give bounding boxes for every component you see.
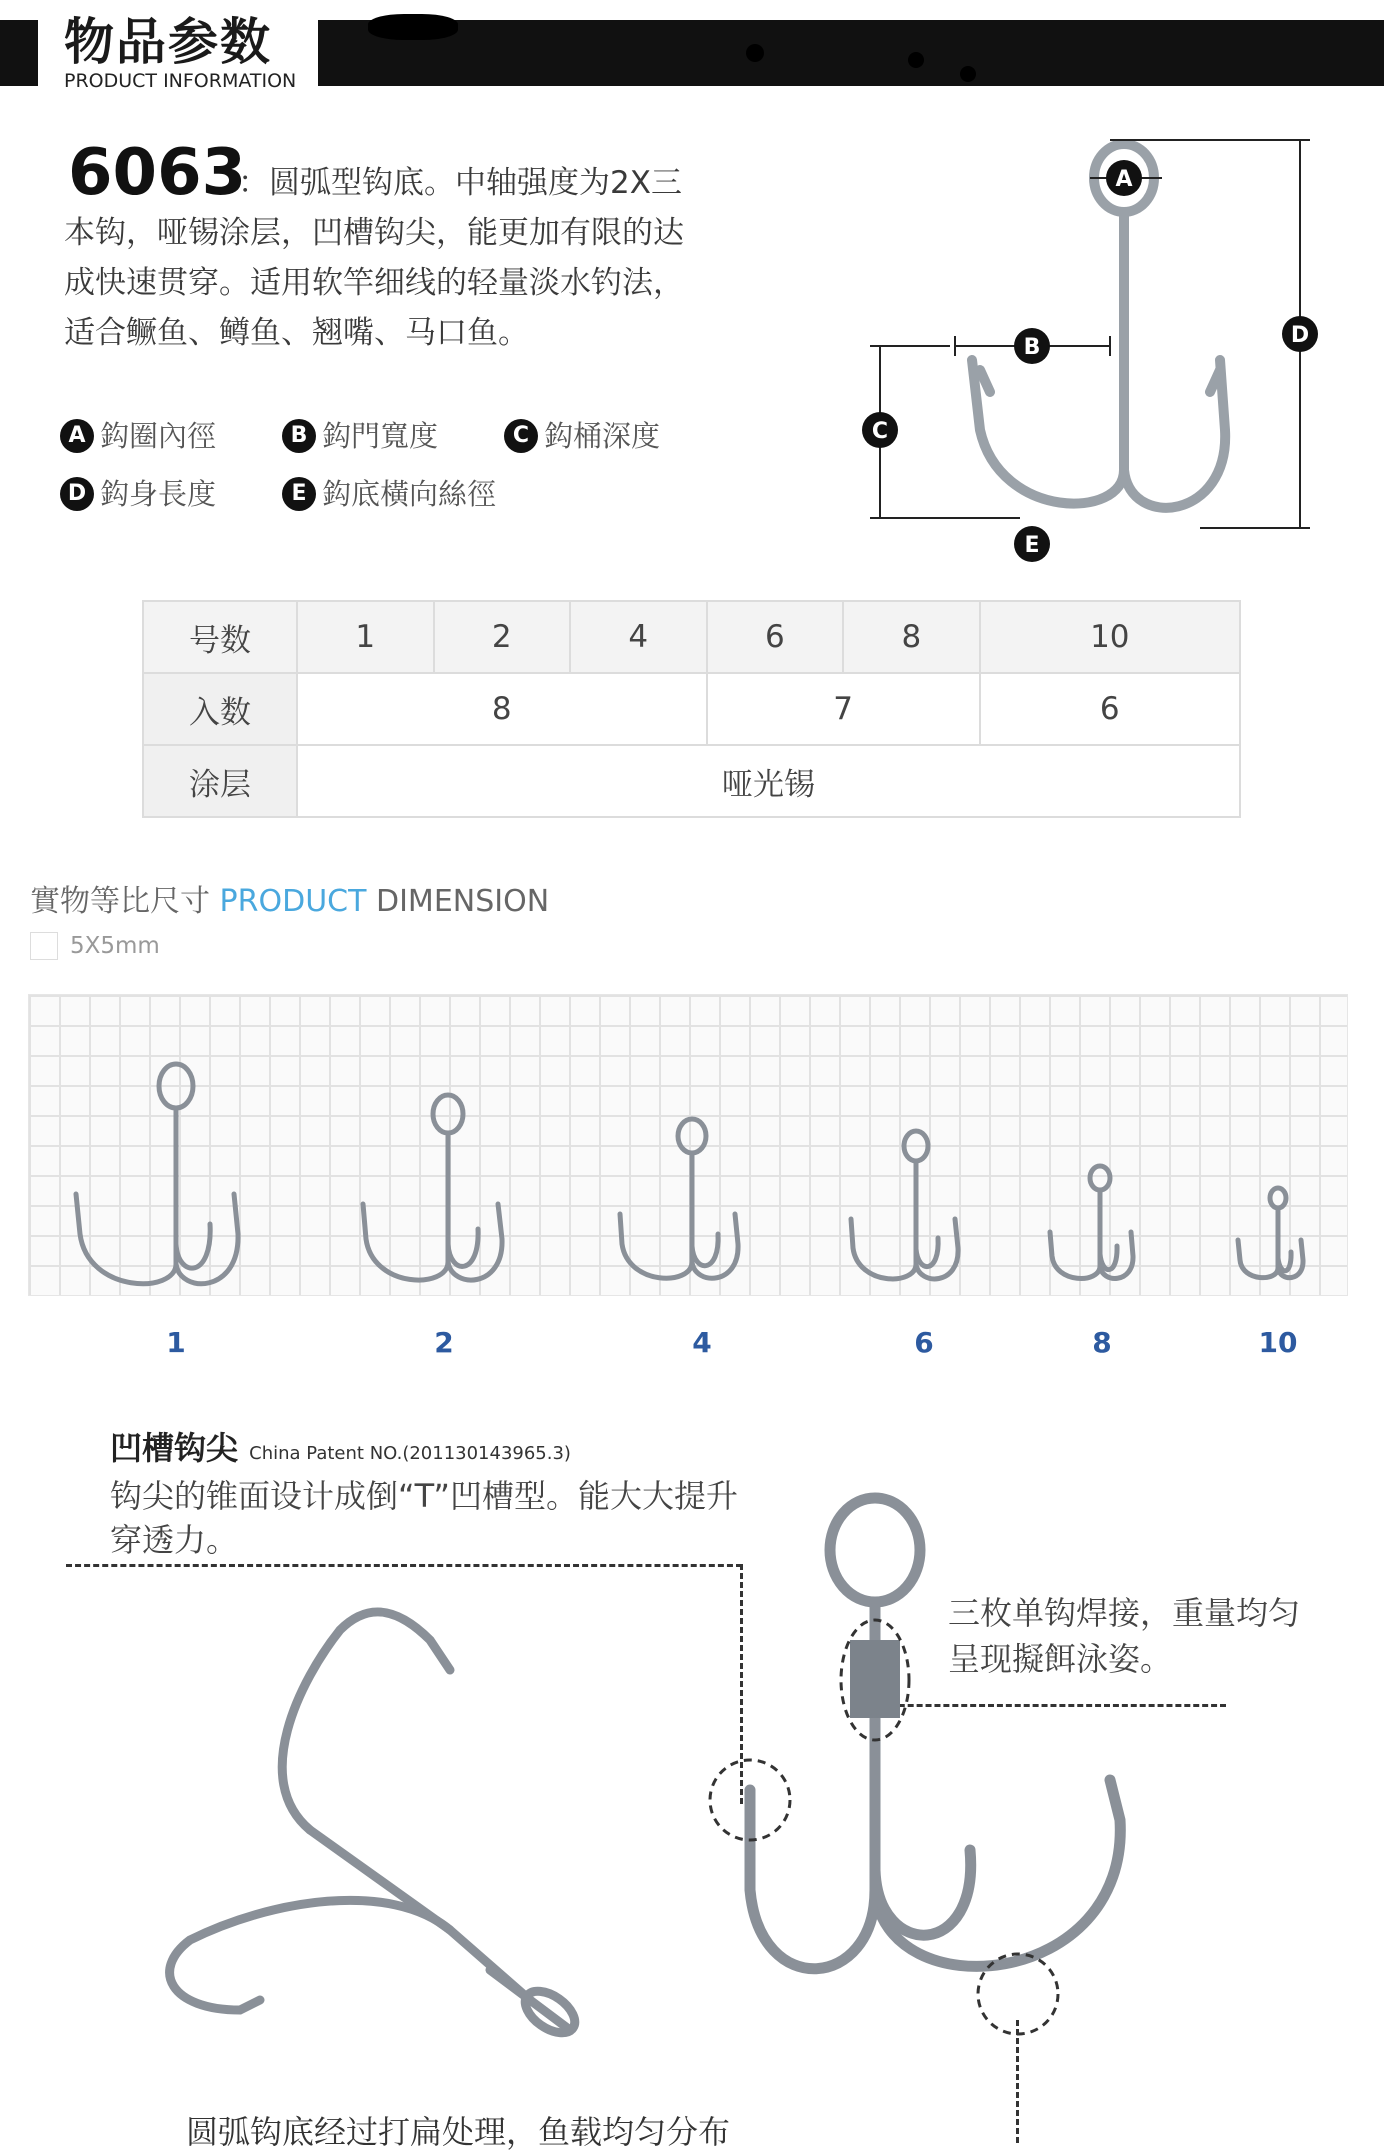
table-cell: 7 [707,673,980,745]
badge-a: A [60,419,94,453]
legend-item-d [60,474,216,514]
diagram-label-e: E [1024,533,1040,558]
spec-table [142,600,1241,818]
hook-size-6-icon [851,1131,958,1279]
model-number: 6063 [68,136,247,210]
table-cell: 6 [707,601,844,673]
diagram-label-d: D [1290,323,1310,348]
hook-size-4-icon [620,1119,738,1278]
patent-number: China Patent NO.(201130143965.3) [249,1443,571,1464]
front-hook-image [700,1490,1180,2050]
legend-label: 鈎身長度 [100,477,217,511]
dimension-title-en-blue: PRODUCT [219,884,367,919]
header-bar [318,20,1384,86]
size-label: 8 [1092,1326,1112,1359]
dashed-line [66,1564,742,1567]
legend-label: 鈎門寬度 [322,419,439,453]
page-title: 物品参数 [64,13,272,71]
table-row [143,601,1240,673]
diagram-label-b: B [1023,335,1041,360]
row-header: 入数 [143,673,297,745]
header-dot [368,14,458,40]
diagram-label-c: C [871,419,889,444]
grid-square-icon [30,932,58,960]
measure-lines [870,140,1310,528]
legend-item-a [60,416,216,456]
feature-description: 钩尖的锥面设计成倒“T”凹槽型。能大大提升穿透力。 [110,1477,739,1559]
product-description: ：圆弧型钩底。中轴强度为2X三本钩，哑锡涂层，凹槽钩尖，能更加有限的达成快速贯穿。适用软竿细线的轻量淡水钓法，适合鳜鱼、鳟鱼、翘嘴、马口鱼。 [64,165,684,351]
size-hooks [28,994,1346,1294]
scale-text: 5X5mm [70,933,160,959]
feature-title-text: 凹槽钩尖 [110,1429,239,1467]
table-cell: 8 [297,673,707,745]
bottom-caption: 圆弧钩底经过打扁处理，鱼载均匀分布 [186,2113,731,2151]
page-subtitle: PRODUCT INFORMATION [64,70,297,92]
size-label: 10 [1258,1326,1298,1359]
hook-dimension-diagram [840,130,1340,570]
diagram-label-a: A [1115,167,1133,192]
weld-callout: 三枚单钩焊接，重量均匀呈现擬餌泳姿。 [948,1594,1301,1678]
legend-label: 鈎底橫向絲徑 [322,477,497,511]
table-row [143,745,1240,817]
hook-size-8-icon [1050,1166,1133,1278]
size-label: 1 [166,1326,186,1359]
hook-size-1-icon [76,1064,238,1284]
legend-label: 鈎圈內徑 [100,419,217,453]
header-dot [960,66,976,82]
hook-size-10-icon [1238,1188,1303,1278]
header-dot [908,52,924,68]
legend-label: 鈎桶深度 [544,419,661,453]
size-label: 6 [914,1326,934,1359]
table-cell: 10 [980,601,1240,673]
size-label: 4 [692,1326,712,1359]
table-cell: 哑光锡 [297,745,1240,817]
table-cell: 8 [843,601,980,673]
table-cell: 1 [297,601,434,673]
angled-hook-image [130,1590,650,2040]
badge-b: B [282,419,316,453]
scale-note [30,932,160,960]
dimension-title-en-gray: DIMENSION [375,884,550,919]
badge-e: E [282,477,316,511]
table-cell: 6 [980,673,1240,745]
legend-item-c [504,416,660,456]
table-cell: 4 [570,601,707,673]
feature-title [110,1428,571,1474]
dimension-title [30,882,549,922]
header-dot [746,44,764,62]
hook-illustration [972,144,1225,508]
dimension-title-cn: 實物等比尺寸 [30,884,210,919]
badge-c: C [504,419,538,453]
hook-size-2-icon [363,1095,502,1280]
table-row [143,673,1240,745]
size-label: 2 [434,1326,454,1359]
legend-item-b [282,416,438,456]
row-header: 涂层 [143,745,297,817]
weld-band [850,1640,900,1718]
legend-item-e [282,474,496,514]
header-left-block [0,20,38,86]
table-cell: 2 [434,601,571,673]
row-header: 号数 [143,601,297,673]
badge-d: D [60,477,94,511]
